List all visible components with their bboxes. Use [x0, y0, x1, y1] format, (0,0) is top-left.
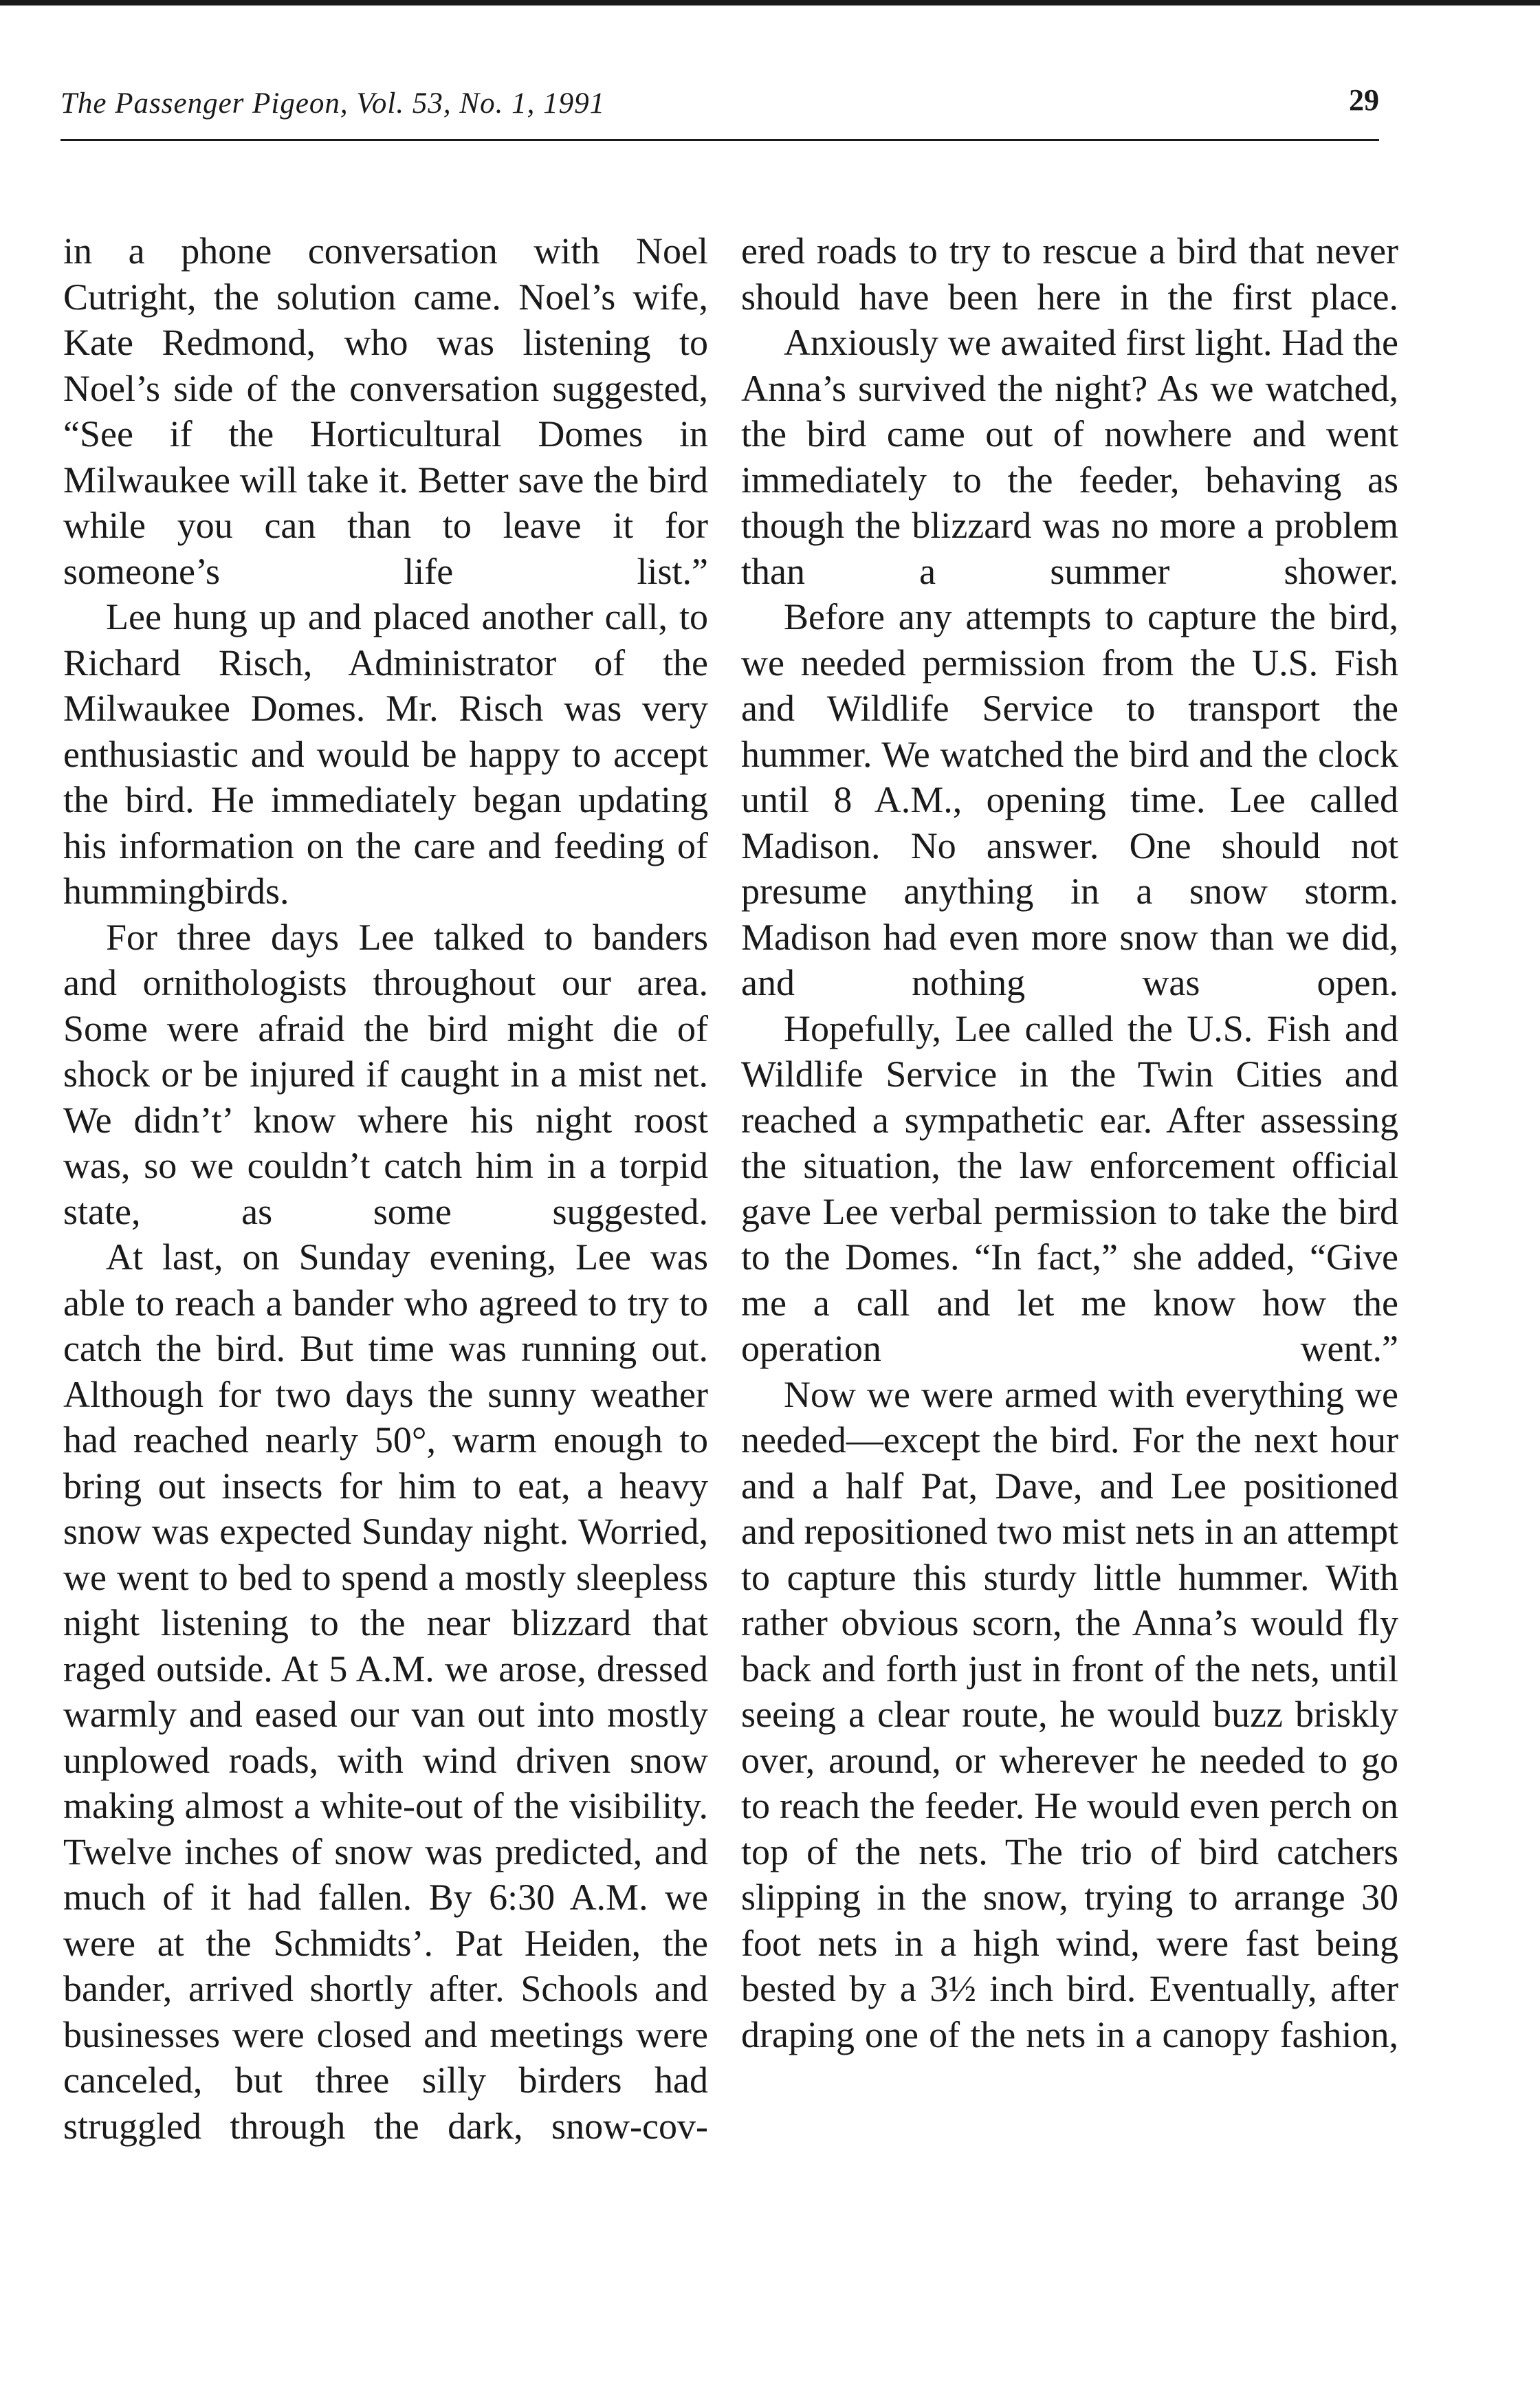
paragraph: Anxiously we awaited first light. Had the Anna’s survived the night? As we watched, the bird came out of nowhere and went immediately to the feeder, behaving as though the blizzard was no more a problem than a summer shower.: [741, 322, 1398, 592]
paragraph: ered roads to try to rescue a bird that never should have been here in the first place.: [741, 230, 1398, 318]
left-column: [63, 228, 708, 2149]
paragraph: For three days Lee talked to banders and ornithologists throughout our area. Some were afraid the bird might die of shock or be injured if caught in a mist net. We didn’t’ know where his night roost was, so we couldn’t catch him in a torpid state, as some suggested.: [63, 916, 708, 1232]
running-header: [60, 81, 1379, 141]
paragraph: Lee hung up and placed another call, to Richard Risch, Administrator of the Milwaukee Domes. Mr. Risch was very enthusiastic and would be happy to accept the bird. He immediately began updating his information on the care and feeding of hummingbirds.: [63, 596, 708, 912]
paragraph: Before any attempts to capture the bird, we needed permission from the U.S. Fish and Wildlife Service to transport the hummer. We watched the bird and the clock until 8 A.M., opening time. Lee called Madison. No answer. One should not presume anything in a snow storm. Madison had even more snow than we did, and nothing was open.: [741, 596, 1398, 1003]
journal-title: The Passenger Pigeon, Vol. 53, No. 1, 1991: [60, 87, 606, 120]
paragraph: in a phone conversation with Noel Cutright, the solution came. Noel’s wife, Kate Redmond, who was listening to Noel’s side of the conversation suggested, “See if the Horticultural Domes in Milwaukee will take it. Better save the bird while you can than to leave it for someone’s life list.”: [63, 230, 708, 592]
paragraph: Hopefully, Lee called the U.S. Fish and Wildlife Service in the Twin Cities and reached a sympathetic ear. After assessing the situation, the law enforcement official gave Lee verbal permission to take the bird to the Domes. “In fact,” she added, “Give me a call and let me know how the operation went.”: [741, 1007, 1398, 1369]
paragraph: Now we were armed with everything we needed—except the bird. For the next hour and a half Pat, Dave, and Lee positioned and repositioned two mist nets in an attempt to capture this sturdy little hummer. With rather obvious scorn, the Anna’s would fly back and forth just in front of the nets, until seeing a clear route, he would buzz briskly over, around, or wherever he needed to go to reach the feeder. He would even perch on top of the nets. The trio of bird catchers slipping in the snow, trying to arrange 30 foot nets in a high wind, were fast being bested by a 3½ inch bird. Eventually, after draping one of the nets in a canopy fashion,: [741, 1373, 1398, 2055]
paragraph: At last, on Sunday evening, Lee was able to reach a bander who agreed to try to catch the bird. But time was running out. Although for two days the sunny weather had reached nearly 50°, warm enough to bring out insects for him to eat, a heavy snow was expected Sunday night. Worried, we went to bed to spend a mostly sleepless night listening to the near blizzard that raged outside. At 5 A.M. we arose, dressed warmly and eased our van out into mostly unplowed roads, with wind driven snow making almost a white-out of the visibility. Twelve inches of snow was predicted, and much of it had fallen. By 6:30 A.M. we were at the Schmidts’. Pat Heiden, the bander, arrived shortly after. Schools and businesses were closed and meetings were canceled, but three silly birders had struggled through the dark, snow-cov-: [63, 1236, 708, 2147]
top-rule: [0, 0, 1540, 6]
right-column: [741, 228, 1398, 2057]
page-number: 29: [1349, 83, 1379, 117]
